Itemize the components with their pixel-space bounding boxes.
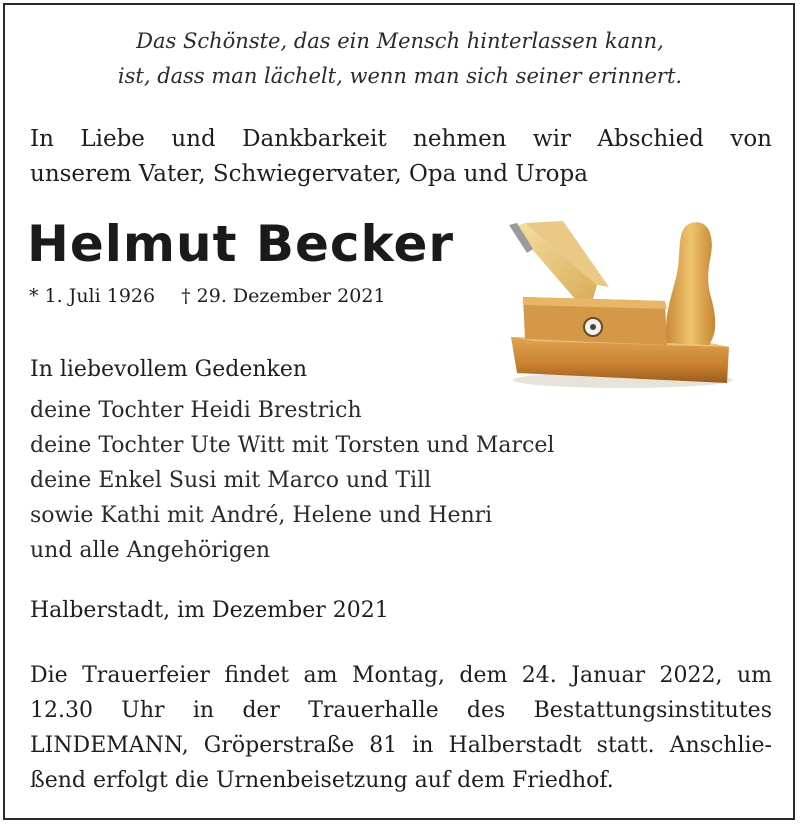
remembrance-heading: In liebevollem Gedenken — [30, 357, 308, 382]
funeral-service-info — [30, 658, 772, 798]
intro-text — [30, 122, 772, 192]
intro-line-2: unserem Vater, Schwiegervater, Opa und Uropa — [30, 161, 588, 187]
memorial-quote — [0, 24, 800, 94]
life-dates — [29, 282, 386, 310]
deceased-name: Helmut Becker — [27, 215, 455, 273]
service-line-1: Die Trauerfeier findet am Montag, dem 24. Januar 2022, um — [30, 663, 772, 688]
place-and-date: Halberstadt, im Dezember 2021 — [30, 598, 389, 623]
service-line-4: ßend erfolgt die Urnenbeisetzung auf dem Friedhof. — [30, 768, 614, 793]
mourner-line: deine Tochter Ute Witt mit Torsten und Marcel — [30, 433, 555, 458]
mourner-line: deine Enkel Susi mit Marco und Till — [30, 468, 432, 493]
wood-plane-illustration — [505, 215, 735, 395]
death-date: † 29. Dezember 2021 — [181, 285, 386, 307]
mourners-list — [30, 393, 554, 568]
service-line-3: LINDEMANN, Gröperstraße 81 in Halberstadt statt. Anschlie- — [30, 733, 772, 758]
service-line-2: 12.30 Uhr in der Trauerhalle des Bestattungsinstitutes — [30, 698, 772, 723]
intro-line-1: In Liebe und Dankbarkeit nehmen wir Abschied von — [30, 126, 772, 152]
quote-line-2: ist, dass man lächelt, wenn man sich seiner erinnert. — [117, 64, 683, 88]
mourner-line: und alle Angehörigen — [30, 538, 271, 563]
birth-date: * 1. Juli 1926 — [29, 285, 156, 307]
mourner-line: deine Tochter Heidi Brestrich — [30, 398, 362, 423]
mourner-line: sowie Kathi mit André, Helene und Henri — [30, 503, 493, 528]
quote-line-1: Das Schönste, das ein Mensch hinterlassen kann, — [136, 29, 664, 53]
